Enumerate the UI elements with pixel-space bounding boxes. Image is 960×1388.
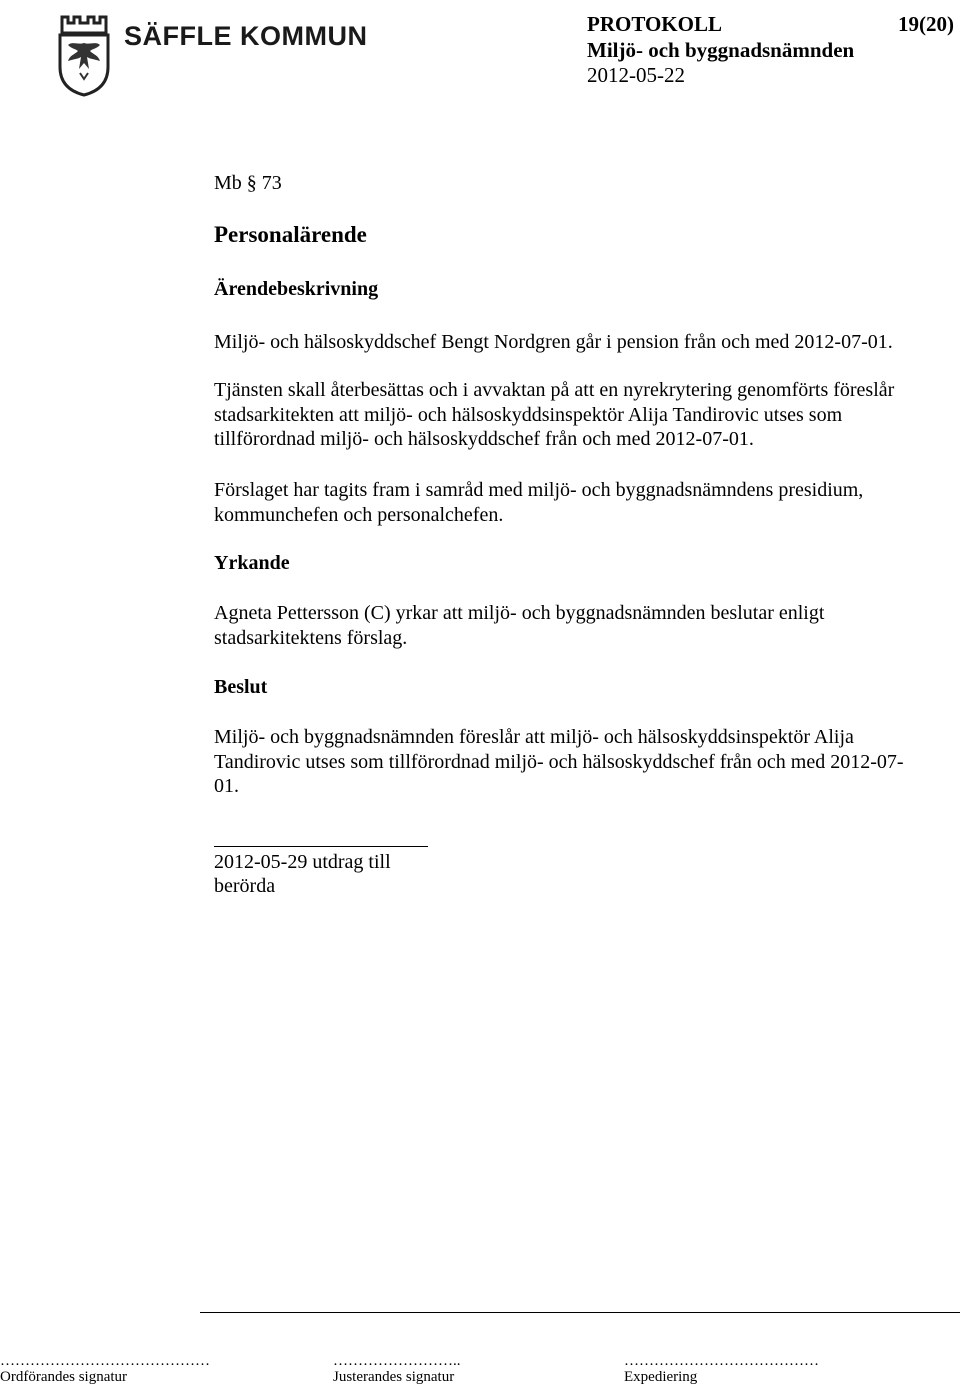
decision-text: Miljö- och byggnadsnämnden föreslår att miljö- och hälsoskyddsinspektör Alija Tandirovic utses som tillförordnad miljö- och hälsoskyddschef från och med 2012-07-01. [214,726,904,797]
chair-signature-label: Ordförandes signatur [0,1369,128,1385]
committee-name: Miljö- och byggnadsnämnden [587,38,855,62]
chair-signature-line: …………………………………… [0,1353,210,1369]
distribution-line-2: berörda [214,875,276,897]
description-paragraph-3: Förslaget har tagits fram i samråd med miljö- och byggnadsnämndens presidium, kommunchefen och personalchefen. [214,479,864,526]
motion-heading: Yrkande [214,552,290,574]
distribution-divider [214,846,428,847]
adjuster-signature-line: …………………….. [333,1353,461,1369]
footer-divider [200,1312,960,1313]
decision-heading: Beslut [214,676,268,698]
description-paragraph-2: Tjänsten skall återbesättas och i avvaktan på att en nyrekrytering genomförts föreslår stadsarkitekten att miljö- och hälsoskyddsinspektör Alija Tandirovic utses som tillförordnad miljö- och hälsoskyddschef från och med 2012-07-01. [214,379,895,450]
dispatch-signature-label: Expediering [624,1369,698,1385]
description-paragraph-1: Miljö- och hälsoskyddschef Bengt Nordgren går i pension från och med 2012-07-01. [214,331,893,353]
coat-of-arms-logo [54,5,114,97]
page-number: 19(20) [898,12,954,36]
dispatch-signature-line: ………………………………… [624,1353,819,1369]
municipality-name: SÄFFLE KOMMUN [124,21,368,51]
meeting-date: 2012-05-22 [587,63,685,87]
description-heading: Ärendebeskrivning [214,278,379,300]
distribution-line-1: 2012-05-29 utdrag till [214,851,391,873]
section-title: Personalärende [214,222,367,247]
adjuster-signature-label: Justerandes signatur [333,1369,455,1385]
document-type: PROTOKOLL [587,12,722,36]
paragraph-number: Mb § 73 [214,172,282,194]
motion-text: Agneta Pettersson (C) yrkar att miljö- och byggnadsnämnden beslutar enligt stadsarkitektens förslag. [214,602,825,649]
